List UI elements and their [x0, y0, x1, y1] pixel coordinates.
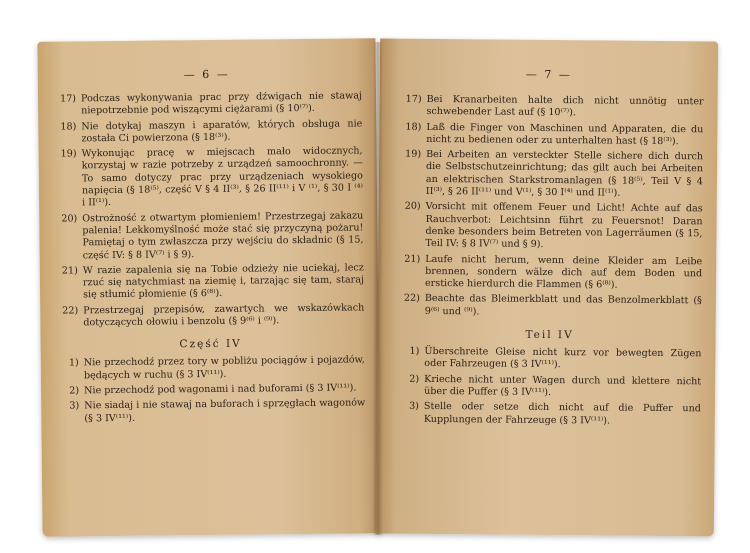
item-text: Beachte das Bleimerkblatt und das Benzolmerkblatt (§ 9⁽⁶⁾ und ⁽⁹⁾). [424, 293, 702, 318]
item-number: 3) [409, 401, 420, 413]
list-item [399, 121, 703, 148]
item-text: Vorsicht mit offenem Feuer und Licht! Achte auf das Rauchverbot: Leichtsinn führt zu Feuersnot! Daran denke besonders beim Betreten von Lagerräumen (§ 15, Teil IV: § 8 IV⁽⁷⁾ und § 9). [425, 201, 703, 251]
item-text: Nie przechodź pod wagonami i nad buforami (§ 3 IV⁽¹¹⁾). [84, 382, 357, 397]
list-item [55, 146, 364, 211]
item-number: 19) [60, 148, 77, 160]
list-item [54, 118, 362, 146]
item-text: Bei Arbeiten an versteckter Stelle sichere dich durch die Selbstschutzeinrichtung; das gilt auch bei Arbeiten an elektrischen Starkstromanlagen (§ 18⁽⁵⁾, Teil V § 4 II⁽³⁾, § 26 II⁽¹¹⁾ und V⁽¹⁾, § 30 I⁽⁴⁾ und II⁽¹⁾). [425, 149, 704, 199]
left-page [37, 38, 380, 537]
list-item [397, 346, 701, 373]
item-text: Wykonując pracę w miejscach mało widocznych, korzystaj w razie potrzeby z urządzeń samoochronny. — To samo dotyczy prac przy urządzeniach wysokiego napięcia (§ 18⁽⁵⁾, część V § 4 II⁽³⁾, § 26 II⁽¹¹⁾ i V ⁽¹⁾, § 30 I ⁽⁴⁾ i II⁽¹⁾). [81, 145, 364, 209]
list-item [54, 90, 362, 118]
list-item [397, 401, 701, 428]
list-item [399, 94, 703, 121]
item-text: Krieche nicht unter Wagen durch und klettere nicht über die Puffer (§ 3 IV⁽¹¹⁾). [424, 373, 702, 398]
item-text: Nie siadaj i nie stawaj na buforach i sprzęgłach wagonów (§ 3 IV⁽¹¹⁾). [84, 397, 366, 424]
list-item [57, 398, 365, 426]
item-number: 21) [61, 265, 78, 277]
list-item [399, 149, 703, 201]
item-number: 1) [409, 345, 420, 357]
list-item [398, 201, 702, 253]
item-text: Laufe nicht herum, wenn deine Kleider am Leibe brennen, sondern wälze dich auf dem Boden und ersticke hierdurch die Flammen (§ 6⁽⁸⁾). [424, 253, 703, 291]
item-text: Stelle oder setze dich nicht auf die Puffer und Kupplungen der Fahrzeuge (§ 3 IV⁽¹¹⁾). [423, 401, 701, 427]
item-number: 3) [69, 400, 80, 412]
item-number: 21) [404, 253, 421, 265]
list-item [398, 293, 702, 320]
item-number: 20) [61, 213, 78, 225]
item-number: 18) [405, 121, 422, 133]
rules-list [397, 94, 704, 431]
rules-list [54, 90, 365, 428]
item-text: Bei Kranarbeiten halte dich nicht unnötig unter schwebender Last auf (§ 10⁽⁷⁾). [426, 93, 704, 119]
item-number: 18) [60, 120, 77, 133]
book-spine [373, 42, 383, 535]
list-item [57, 382, 365, 398]
item-text: Laß die Finger von Maschinen und Apparaten, die du nicht zu bedienen oder zu unterhalten hast (§ 18⁽³⁾). [426, 121, 704, 148]
item-text: Nie przechodź przez tory w pobliżu pociągów i pojazdów, będących w ruchu (§ 3 IV⁽¹¹⁾). [83, 354, 365, 381]
list-item [398, 253, 702, 293]
item-number: 20) [404, 201, 421, 213]
right-page [376, 39, 718, 537]
item-number: 17) [405, 93, 422, 105]
section-title: Część IV [179, 338, 242, 351]
item-number: 22) [62, 305, 79, 317]
page-number: — 7 — [525, 67, 572, 82]
item-number: 1) [68, 357, 79, 369]
list-item [397, 373, 701, 400]
item-number: 19) [405, 148, 422, 161]
item-text: Nie dotykaj maszyn i aparatów, których obsługa nie została Ci powierzona (§ 18⁽³⁾). [81, 117, 363, 145]
list-item [56, 262, 364, 302]
item-text: Ostrożność z otwartym płomieniem! Przestrzegaj zakazu palenia! Lekkomyślność może stać się przyczyną pożaru! Pamiętaj o tym zwłaszcza przy wejściu do składnic (§ 15, część IV: § 8 IV⁽⁷⁾ i § 9). [82, 210, 364, 261]
item-text: W razie zapalenia się na Tobie odzieży nie uciekaj, lecz rzuć się natychmiast na ziemię i, tarzając się tam, staraj się stłumić płomienie (§ 6⁽⁸⁾). [82, 262, 364, 301]
item-number: 2) [409, 373, 420, 385]
item-number: 17) [60, 93, 77, 105]
section-title: Teil IV [525, 328, 574, 342]
list-item [56, 302, 364, 330]
item-text: Podczas wykonywania prac przy dźwigach nie stawaj niepotrzebnie pod wiszącymi ciężarami (§ 10⁽⁷⁾). [80, 90, 363, 117]
list-item [55, 210, 363, 262]
list-item [57, 355, 365, 383]
item-number: 22) [403, 293, 420, 305]
item-text: Überschreite Gleise nicht kurz vor bewegten Zügen oder Fahrzeugen (§ 3 IV⁽¹¹⁾). [424, 345, 702, 371]
item-text: Przestrzegaj przepisów, zawartych we wskazówkach dotyczących ołowiu i benzolu (§ 9⁽⁶⁾ i ⁽⁹⁾). [83, 302, 365, 329]
item-number: 2) [69, 385, 80, 397]
page-number: — 6 — [183, 67, 230, 82]
